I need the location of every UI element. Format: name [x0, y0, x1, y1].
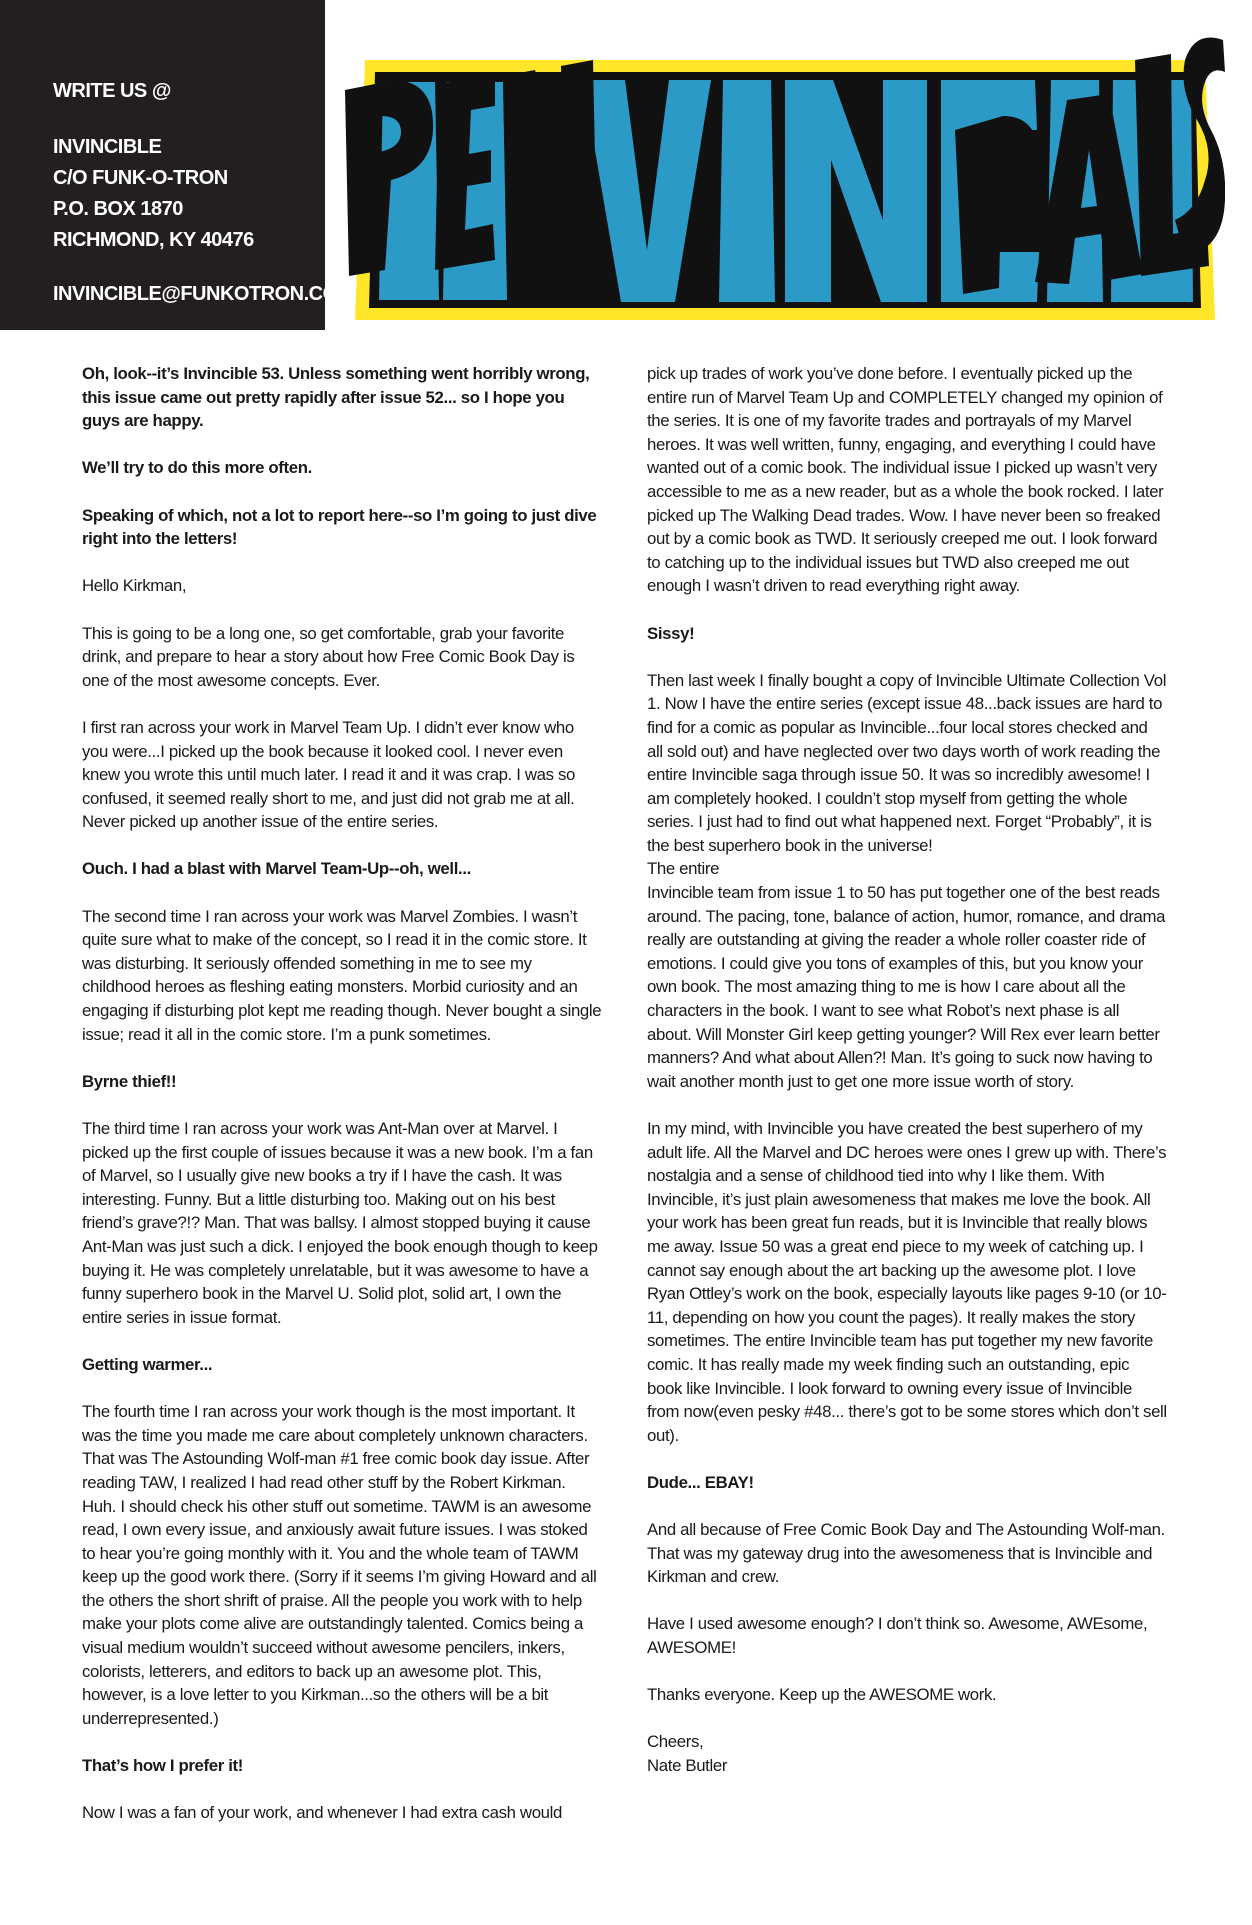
- write-us-heading: WRITE US @: [53, 80, 171, 102]
- editor-reply-paragraph: That’s how I prefer it!: [82, 1756, 244, 1776]
- letters-column-right: [647, 362, 1167, 1801]
- letter-paragraph: Cheers,: [647, 1732, 704, 1752]
- letter-paragraph: In my mind, with Invincible you have created the best superhero of my adult life. All the Marvel and DC heroes were ones I grew up with. There’s nostalgia and a sense of childhood tied into why I like them. With Invincible, it’s just plain awesomeness that makes me love the book. All your work has been great fun reads, but it is Invincible that really blows me away. Issue 50 was a great end piece to my week of catching up. I cannot say enough about the art backing up the awesome plot. I love Ryan Ottley’s work on the book, especially layouts like pages 9-10 (or 10-11, depending on how you count the pages). It really makes the story sometimes. The entire Invincible team has put together my new favorite comic. It has really made my week finding such an outstanding, epic book like Invincible. I look forward to owning every issue of Invincible from now(even pesky #48... there’s got to be some stores which don’t sell out).: [647, 1119, 1167, 1445]
- letter-paragraph: The fourth time I ran across your work though is the most important. It was the time you made me care about completely unknown characters. That was The Astounding Wolf-man #1 free comic book day issue. After reading TAW, I realized I had read other stuff by the Robert Kirkman. Huh. I should check his other stuff out sometime. TAWM is an awesome read, I own every issue, and anxiously await future issues. I was stoked to hear you’re going monthly with it. You and the whole team of TAWM keep up the good work there. (Sorry if it seems I’m giving Howard and all the others the short shrift of praise. All the people you work with to help make your plots come alive are outstandingly talented. Comics being a visual medium wouldn’t succeed without awesome pencilers, inkers, colorists, letterers, and editors to back up an awesome plot. This, however, is a love letter to you Kirkman...so the others will be a bit underrepresented.): [82, 1402, 597, 1728]
- address-line: C/O FUNK-O-TRON: [53, 167, 228, 189]
- letter-paragraph: Now I was a fan of your work, and whenever I had extra cash would: [82, 1803, 563, 1823]
- email-address: INVINCIBLE@FUNKOTRON.COM: [53, 283, 354, 305]
- letter-paragraph: Thanks everyone. Keep up the AWESOME work.: [647, 1685, 997, 1705]
- editor-reply-paragraph: Sissy!: [647, 623, 695, 643]
- mailing-address: [53, 132, 254, 256]
- letter-paragraph: Hello Kirkman,: [82, 576, 187, 596]
- editor-reply-paragraph: Byrne thief!!: [82, 1071, 177, 1091]
- letter-paragraph: And all because of Free Comic Book Day and The Astounding Wolf-man. That was my gateway drug into the awesomeness that is Invincible and Kirkman and crew.: [647, 1520, 1165, 1587]
- letter-paragraph: The entire: [647, 859, 720, 879]
- letter-paragraph: The third time I ran across your work was Ant-Man over at Marvel. I picked up the first couple of issues because it was a new book. I’m a fan of Marvel, so I usually give new books a try if I have the cash. It was interesting. Funny. But a little disturbing too. Making out on his best friend’s grave?!? Man. That was ballsy. I almost stopped buying it cause Ant-Man was just such a dick. I enjoyed the book enough though to keep buying it. He was completely unrelatable, but it was awesome to have a funny superhero book in the Marvel U. Solid plot, solid art, I own the entire series in issue format.: [82, 1119, 598, 1327]
- letter-paragraph: Have I used awesome enough? I don’t think so. Awesome, AWEsome, AWESOME!: [647, 1614, 1148, 1658]
- address-line: RICHMOND, KY 40476: [53, 229, 254, 251]
- editor-reply-paragraph: Oh, look--it’s Invincible 53. Unless something went horribly wrong, this issue came out pretty rapidly after issue 52... so I hope you guys are happy.: [82, 364, 590, 431]
- editor-reply-paragraph: We’ll try to do this more often.: [82, 458, 312, 478]
- editor-reply-paragraph: Getting warmer...: [82, 1354, 213, 1374]
- address-box: [0, 0, 354, 330]
- letters-column-left: [82, 362, 602, 1848]
- editor-reply-paragraph: Ouch. I had a blast with Marvel Team-Up--oh, well...: [82, 859, 471, 879]
- letter-paragraph: Invincible team from issue 1 to 50 has put together one of the best reads around. The pacing, tone, balance of action, humor, romance, and drama really are outstanding at giving the reader a whole roller coaster ride of emotions. I could give you tons of examples of this, but you know your own book. The most amazing thing to me is how I care about all the characters in the book. I want to see what Robot’s next phase is all about. Will Monster Girl keep getting younger? Will Rex ever learn better manners? And what about Allen?! Man. It’s going to suck now having to wait another month just to get one more issue worth of story.: [647, 883, 1166, 1091]
- letter-paragraph: The second time I ran across your work was Marvel Zombies. I wasn’t quite sure what to make of the concept, so I read it in the comic store. It was disturbing. It seriously offended something in me to see my childhood heroes as fleshing eating monsters. Morbid curiosity and an engaging if disturbing plot kept me reading though. Never bought a single issue; read it all in the comic store. I’m a punk sometimes.: [82, 906, 602, 1044]
- letter-paragraph: Then last week I finally bought a copy of Invincible Ultimate Collection Vol 1. Now I have the entire series (except issue 48...back issues are hard to find for a comic as popular as Invincible...four local stores checked and all sold out) and have neglected over two days worth of work reading the entire Invincible saga through issue 50. It was so incredibly awesome! I am completely hooked. I couldn’t stop myself from getting the whole series. I just had to find out what happened next. Forget “Probably”, it is the best superhero book in the universe!: [647, 670, 1167, 855]
- letter-paragraph: pick up trades of work you’ve done before. I eventually picked up the entire run of Marvel Team Up and COMPLETELY changed my opinion of the series. It is one of my favorite trades and portrayals of my Marvel heroes. It was well written, funny, engaging, and everything I could have wanted out of a comic book. The individual issue I picked up wasn’t very accessible to me as a new reader, but as a whole the book rocked. I later picked up The Walking Dead trades. Wow. I have never been so freaked out by a comic book as TWD. It seriously creeped me out. I look forward to catching up to the individual issues but TWD also creeped me out enough I wasn’t driven to read everything right away.: [647, 364, 1164, 596]
- penvincipals-logo: [335, 20, 1225, 330]
- letter-paragraph: I first ran across your work in Marvel Team Up. I didn’t ever know who you were...I picked up the book because it looked cool. I never even knew you wrote this until much later. I read it and it was crap. I was so confused, it seemed really short to me, and just did not grab me at all. Never picked up another issue of the entire series.: [82, 717, 576, 832]
- editor-reply-paragraph: Dude... EBAY!: [647, 1472, 754, 1492]
- address-line: INVINCIBLE: [53, 136, 162, 158]
- editor-reply-paragraph: Speaking of which, not a lot to report here--so I’m going to just dive right into the letters!: [82, 505, 597, 549]
- letter-paragraph: This is going to be a long one, so get comfortable, grab your favorite drink, and prepare to hear a story about how Free Comic Book Day is one of the most awesome concepts. Ever.: [82, 623, 575, 690]
- letter-paragraph: Nate Butler: [647, 1756, 728, 1776]
- address-line: P.O. BOX 1870: [53, 198, 183, 220]
